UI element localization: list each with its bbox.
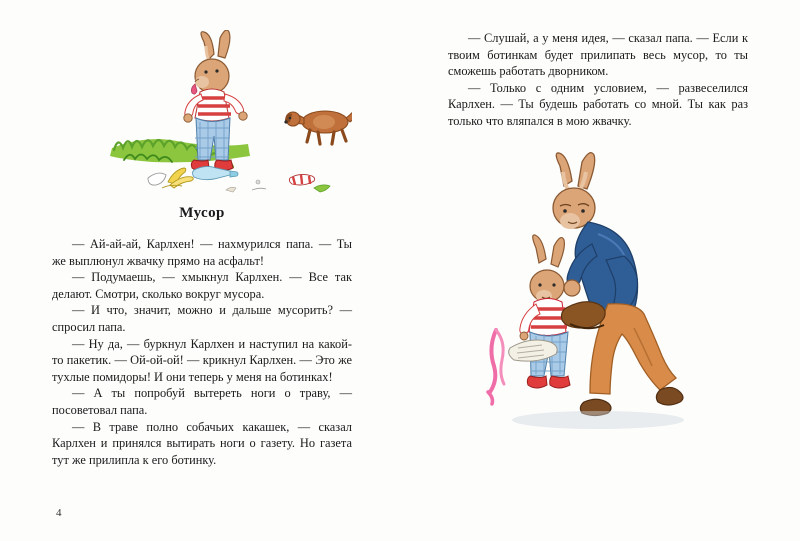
right-page xyxy=(400,0,800,541)
chewing-gum-strand-icon xyxy=(488,330,504,404)
illustration-papa-and-carlchen xyxy=(448,152,768,452)
ground-shadow xyxy=(512,411,684,429)
paragraph: — И что, значит, можно и дальше мусорить? — спросил папа. xyxy=(52,303,352,334)
paragraph: — Ай-ай-ай, Карлхен! — нахмурился папа. — Ты же выплюнул жвачку прямо на асфальт! xyxy=(52,237,352,268)
illustration-svg-left xyxy=(52,30,352,195)
litter-group-icon xyxy=(148,166,330,192)
page-number: 4 xyxy=(56,507,62,519)
dog-figure xyxy=(284,103,352,145)
papa-rabbit-figure xyxy=(553,152,683,415)
paragraph: — А ты попробуй вытереть ноги о траву, — посоветовал папа. xyxy=(52,386,352,417)
paragraph: — Подумаешь, — хмыкнул Карлхен. — Все так делают. Смотри, сколько вокруг мусора. xyxy=(52,270,352,301)
chapter-title: Мусор xyxy=(179,205,225,221)
paragraph: — Слушай, а у меня идея, — сказал папа. — Если к твоим ботинкам будет прилипать весь мусор, то ты сможешь работать дворником. xyxy=(448,31,748,79)
illustration-svg-right xyxy=(448,152,768,452)
paragraph: — Ну да, — буркнул Карлхен и наступил на какой-то пакетик. — Ой-ой-ой! — крикнул Карлхен. — Это же тухлые помидоры! И они теперь у меня на ботинках! xyxy=(52,336,352,384)
paragraph: — В траве полно собачьих какашек, — сказал Карлхен и принялся вытирать ноги о газету. Но газета тут же прилипла к его ботинку. xyxy=(52,419,352,467)
illustration-rabbit-dog-litter xyxy=(52,30,352,195)
paragraph: — Только с одним условием, — развеселился Карлхен. — Ты будешь работать со мной. Ты как раз только что вляпался в мою жвачку. xyxy=(448,80,748,128)
